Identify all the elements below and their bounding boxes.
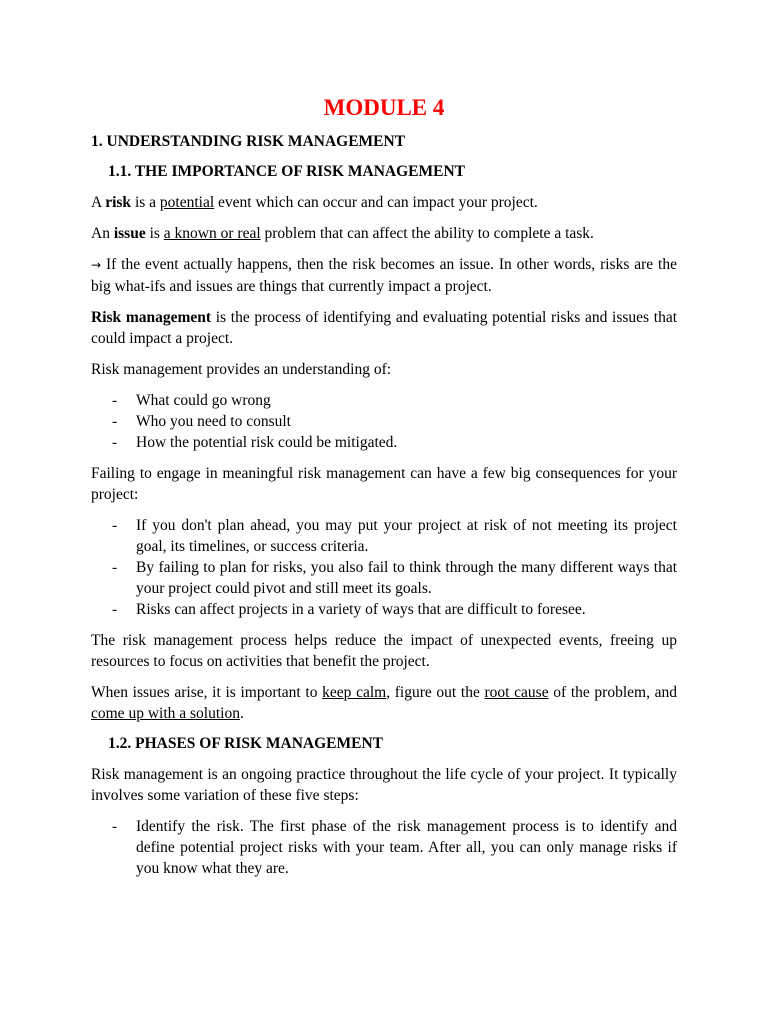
term-issue: issue — [113, 225, 146, 242]
subsection-heading-1-1: 1.1. THE IMPORTANCE OF RISK MANAGEMENT — [108, 163, 465, 180]
risk-definition — [91, 192, 677, 213]
issues-arise-paragraph — [91, 682, 677, 724]
term-risk-management: Risk management — [91, 309, 212, 326]
text-run: is the process of identifying and evaluating potential risks and issues that could impact a project. — [91, 309, 678, 347]
text-run: . — [239, 705, 244, 722]
list-item: - What could go wrong — [91, 390, 677, 411]
text-run: event which can occur and can impact your project. — [214, 194, 538, 211]
section-heading-1: 1. UNDERSTANDING RISK MANAGEMENT — [91, 133, 406, 150]
underlined-keep-calm: keep calm — [322, 684, 387, 701]
process-paragraph: The risk management process helps reduce the impact of unexpected events, freeing up resources to focus on activities that benefit the project. — [91, 632, 677, 670]
text-run: When issues arise, it is important to — [91, 684, 323, 701]
text-run: , figure out the — [386, 684, 485, 701]
text-run: An — [91, 225, 114, 242]
term-risk: risk — [105, 194, 132, 211]
list-item: - Identify the risk. The first phase of the risk management process is to identify and define potential project risks with your team. After all, you can only manage risks if you know what they are. — [91, 816, 677, 879]
text-run: problem that can affect the ability to complete a task. — [260, 225, 594, 242]
list-item: - If you don't plan ahead, you may put your project at risk of not meeting its project goal, its timelines, or success criteria. — [91, 515, 677, 557]
arrow-right-icon: → — [91, 258, 102, 272]
text-run: If the event actually happens, then the risk becomes an issue. In other words, risks are the big what-ifs and issues are things that currently impact a project. — [91, 256, 677, 295]
list-item: - By failing to plan for risks, you also fail to think through the many different ways that your project could pivot and still meet its goals. — [91, 557, 677, 599]
risk-becomes-issue-paragraph — [91, 254, 677, 297]
underlined-known-or-real: a known or real — [163, 225, 261, 242]
list-item: - Who you need to consult — [91, 411, 677, 432]
text-run: of the problem, and — [548, 684, 678, 701]
text-run: A — [91, 194, 106, 211]
underlined-come-up-with-solution: come up with a solution — [91, 705, 240, 722]
list-item: - Risks can affect projects in a variety of ways that are difficult to foresee. — [91, 599, 677, 620]
risk-management-definition — [91, 307, 677, 349]
issue-definition — [91, 223, 677, 244]
list-item: - How the potential risk could be mitigated. — [91, 432, 677, 453]
subsection-heading-1-2: 1.2. PHASES OF RISK MANAGEMENT — [108, 735, 384, 752]
text-run: is — [145, 225, 164, 242]
page-title: MODULE 4 — [323, 95, 445, 120]
underlined-root-cause: root cause — [484, 684, 549, 701]
provides-intro: Risk management provides an understanding of: — [91, 361, 392, 378]
provides-list — [91, 390, 677, 453]
text-run: is a — [131, 194, 160, 211]
failing-list — [91, 515, 677, 620]
phases-list — [91, 816, 677, 879]
underlined-potential: potential — [159, 194, 215, 211]
phases-intro: Risk management is an ongoing practice throughout the life cycle of your project. It typically involves some variation of these five steps: — [91, 766, 677, 804]
failing-intro: Failing to engage in meaningful risk management can have a few big consequences for your project: — [91, 465, 677, 503]
